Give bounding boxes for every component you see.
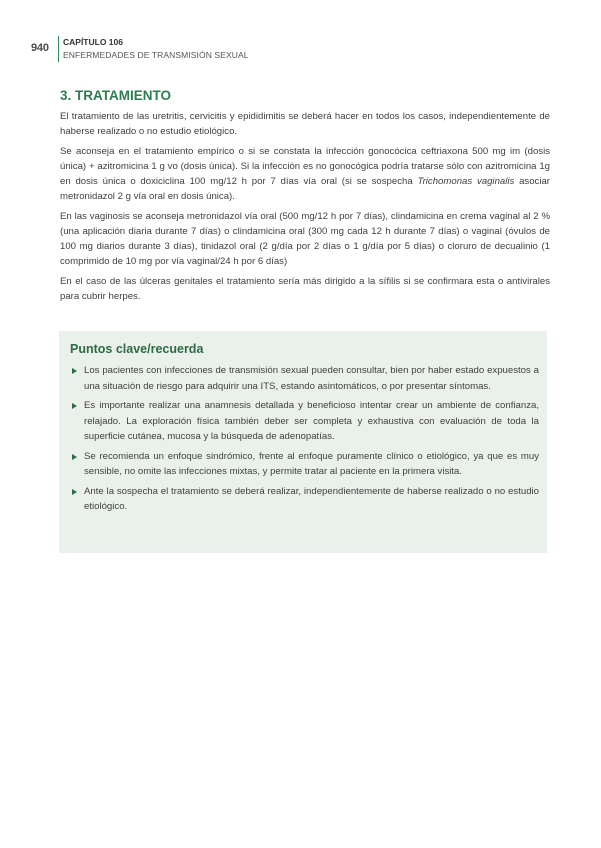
list-item [71,484,539,515]
bullet-arrow-icon [72,454,77,460]
key-points-title: Puntos clave/recuerda [70,342,204,356]
paragraph-ulcers: En el caso de las úlceras genitales el tratamiento sería más dirigido a la sífilis si se confirmara esta o antivirales para cubrir herpes. [60,276,550,302]
section-title: 3. TRATAMIENTO [60,88,171,103]
paragraph-vaginosis: En las vaginosis se aconseja metronidazol vía oral (500 mg/12 h por 7 días), clindamicina en crema vaginal al 2 % (una aplicación diaria durante 7 días) o clindamicina oral (300 mg cada 12 h durante 7 días) o vaginal (óvulos de 100 mg diarios durante 3 días), tinidazol oral (2 g/día por 2 días o 1 g/día por 5 días) o cloruro de decualinio (1 comprimido de 10 mg por vía vaginal/24 h por 6 días) [60,211,550,267]
paragraph-uretritis: El tratamiento de las uretritis, cervicitis y epididimitis se deberá hacer en todos los casos, independientemente de haberse realizado o no estudio etiológico. [60,111,550,137]
header-divider [58,36,59,62]
list-item-text: Es importante realizar una anamnesis detallada y beneficioso intentar crear un ambiente de confianza, relajado. La exploración física también deber ser completa y exhaustiva con evaluación de toda la superficie cutánea, mucosa y la búsqueda de adenopatías. [84,400,539,442]
paragraph-text: asociar metronidazol 2 g vía oral en dosis única). [60,176,550,202]
key-points-list [71,363,539,519]
list-item [71,398,539,445]
chapter-label: CAPÍTULO 106 [63,37,123,47]
list-item [71,449,539,480]
main-content [60,88,550,309]
bullet-arrow-icon [72,489,77,495]
list-item-text: Ante la sospecha el tratamiento se deberá realizar, independientemente de haberse realizado o no estudio etiológico. [84,485,539,512]
list-item-text: Los pacientes con infecciones de transmisión sexual pueden consultar, bien por haber estado expuestos a una situación de riesgo para adquirir una ITS, estando asintomáticos, o por presentar síntomas. [84,365,539,392]
list-item-text: Se recomienda un enfoque sindrómico, frente al enfoque puramente clínico o etiológico, ya que es muy sensible, no omite las infecciones mixtas, y permite tratar al paciente en la primera visita. [84,450,539,477]
paragraph-empiric-treatment [60,144,550,204]
bullet-arrow-icon [72,403,77,409]
species-name: Trichomonas vaginalis [417,176,515,187]
bullet-arrow-icon [72,368,77,374]
chapter-title: ENFERMEDADES DE TRANSMISIÓN SEXUAL [63,50,249,60]
page-number: 940 [31,42,49,54]
paragraph-text: Se aconseja en el tratamiento empírico o si se constata la infección gonocócica ceftriaxona 500 mg im (dosis única) + azitromicina 1 g vo (dosis única). Si la infección es no gonocógica podría tratarse sólo con azitromicina 1g en dosis única o doxiciclina 100 mg/12 h por 7 días vía oral (si se sospecha [60,146,550,187]
list-item [71,363,539,394]
key-points-box [59,331,547,553]
